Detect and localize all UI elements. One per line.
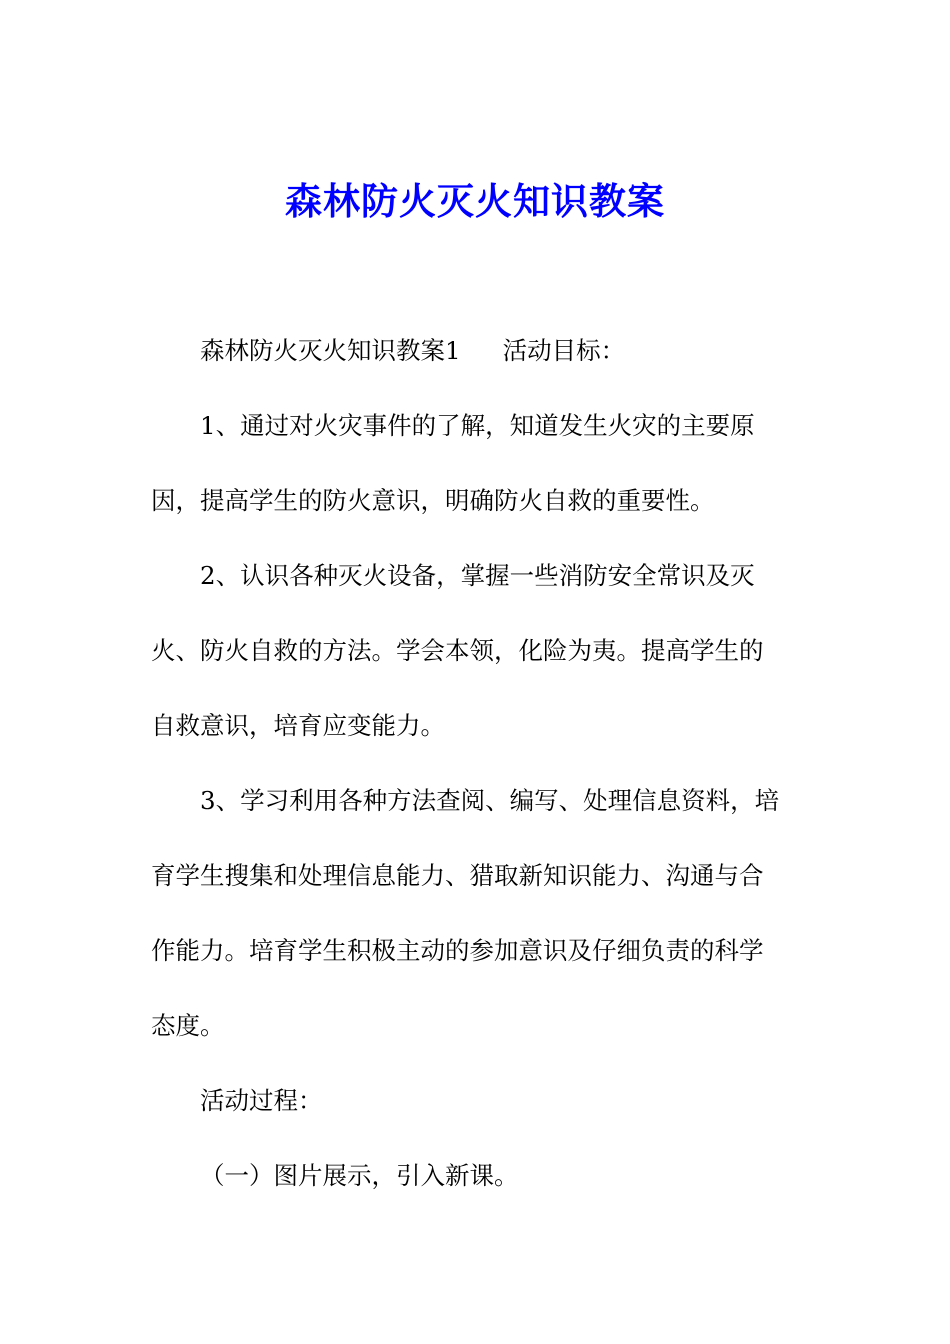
goal-3-line-1: 3、学习利用各种方法查阅、编写、处理信息资料，培 (200, 786, 780, 815)
document-body (151, 332, 806, 1232)
goal-3-paragraph (151, 782, 806, 1044)
goal-2-line-3: 自救意识，培育应变能力。 (151, 711, 445, 740)
goal-3-line-4: 态度。 (151, 1011, 225, 1040)
process-label: 活动过程： (200, 1086, 323, 1115)
step-one: （一）图片展示，引入新课。 (200, 1161, 519, 1190)
goal-3-line-2: 育学生搜集和处理信息能力、猎取新知识能力、沟通与合 (151, 861, 764, 890)
goal-2-line-1: 2、认识各种灭火设备，掌握一些消防安全常识及灭 (200, 561, 755, 590)
goal-2-paragraph (151, 557, 806, 744)
goal-3-line-3: 作能力。培育学生积极主动的参加意识及仔细负责的科学 (151, 936, 764, 965)
intro-line (151, 332, 806, 369)
goal-1-line-1: 1、通过对火灾事件的了解，知道发生火灾的主要原 (200, 411, 755, 440)
goal-2-line-2: 火、防火自救的方法。学会本领，化险为夷。提高学生的 (151, 636, 764, 665)
objective-label: 活动目标： (502, 336, 626, 365)
document-title: 森林防火灭火知识教案 (285, 180, 665, 223)
goal-1-line-2: 因，提高学生的防火意识，明确防火自救的重要性。 (151, 486, 715, 515)
lesson-heading: 森林防火灭火知识教案1 (200, 336, 461, 365)
goal-1-paragraph (151, 407, 806, 519)
